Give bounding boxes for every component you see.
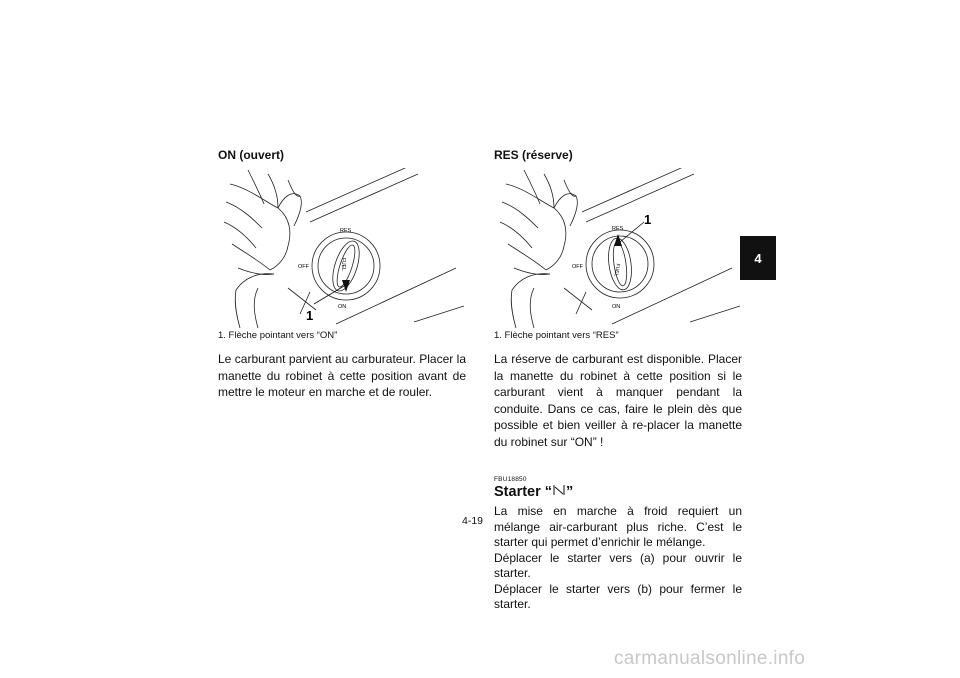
fuel-label: FUEL: [612, 263, 621, 277]
section-code: FBU18850: [494, 476, 527, 483]
on-label: ON: [338, 304, 347, 310]
fuel-valve-res-illustration: [494, 168, 742, 328]
fuel-valve-on-figure: [218, 168, 466, 328]
left-column: [218, 148, 466, 401]
fuel-valve-on-illustration: [218, 168, 466, 328]
starter-title-text: Starter “: [494, 484, 553, 500]
starter-description: La mise en marche à froid requiert un mélange air-carburant plus riche. C’est le starter qui permet d’enrichir le mélange.: [494, 504, 742, 549]
page-number: 4-19: [462, 515, 484, 527]
starter-title-close: ”: [566, 484, 574, 500]
off-label: OFF: [572, 264, 583, 270]
off-label: OFF: [298, 264, 309, 270]
figure-caption: 1. Flèche pointant vers “ON”: [218, 330, 338, 341]
res-heading: RES (réserve): [494, 148, 573, 162]
right-column: [494, 148, 742, 613]
choke-symbol-icon: [552, 487, 566, 499]
chapter-tab: 4: [740, 236, 776, 280]
starter-close-instruction: Déplacer le starter vers (b) pour fermer le starter.: [494, 581, 742, 611]
on-description: Le carburant parvient au carburateur. Placer la manette du robinet à cette position avant de mettre le moteur en marche et de rouler.: [218, 352, 466, 399]
on-heading: ON (ouvert): [218, 148, 284, 162]
fuel-valve-res-figure: [494, 168, 742, 328]
fuel-label: FUEL: [340, 258, 346, 271]
on-label: ON: [612, 304, 621, 310]
res-label: RES: [612, 226, 624, 232]
watermark: carmanualsonline.info: [614, 648, 806, 669]
res-label: RES: [340, 228, 352, 234]
callout-number: 1: [306, 308, 314, 323]
starter-open-instruction: Déplacer le starter vers (a) pour ouvrir le starter.: [494, 550, 742, 580]
figure-caption: 1. Flèche pointant vers “RES”: [494, 330, 619, 341]
callout-number: 1: [644, 212, 652, 227]
starter-section-title: [494, 484, 742, 500]
res-description: La réserve de carburant est disponible. Placer la manette du robinet à cette position si le carburant vient à manquer pendant la conduite. Dans ce cas, faire le plein dès que possible et bien veiller à re-placer la manette du robinet sur “ON” !: [494, 352, 742, 449]
